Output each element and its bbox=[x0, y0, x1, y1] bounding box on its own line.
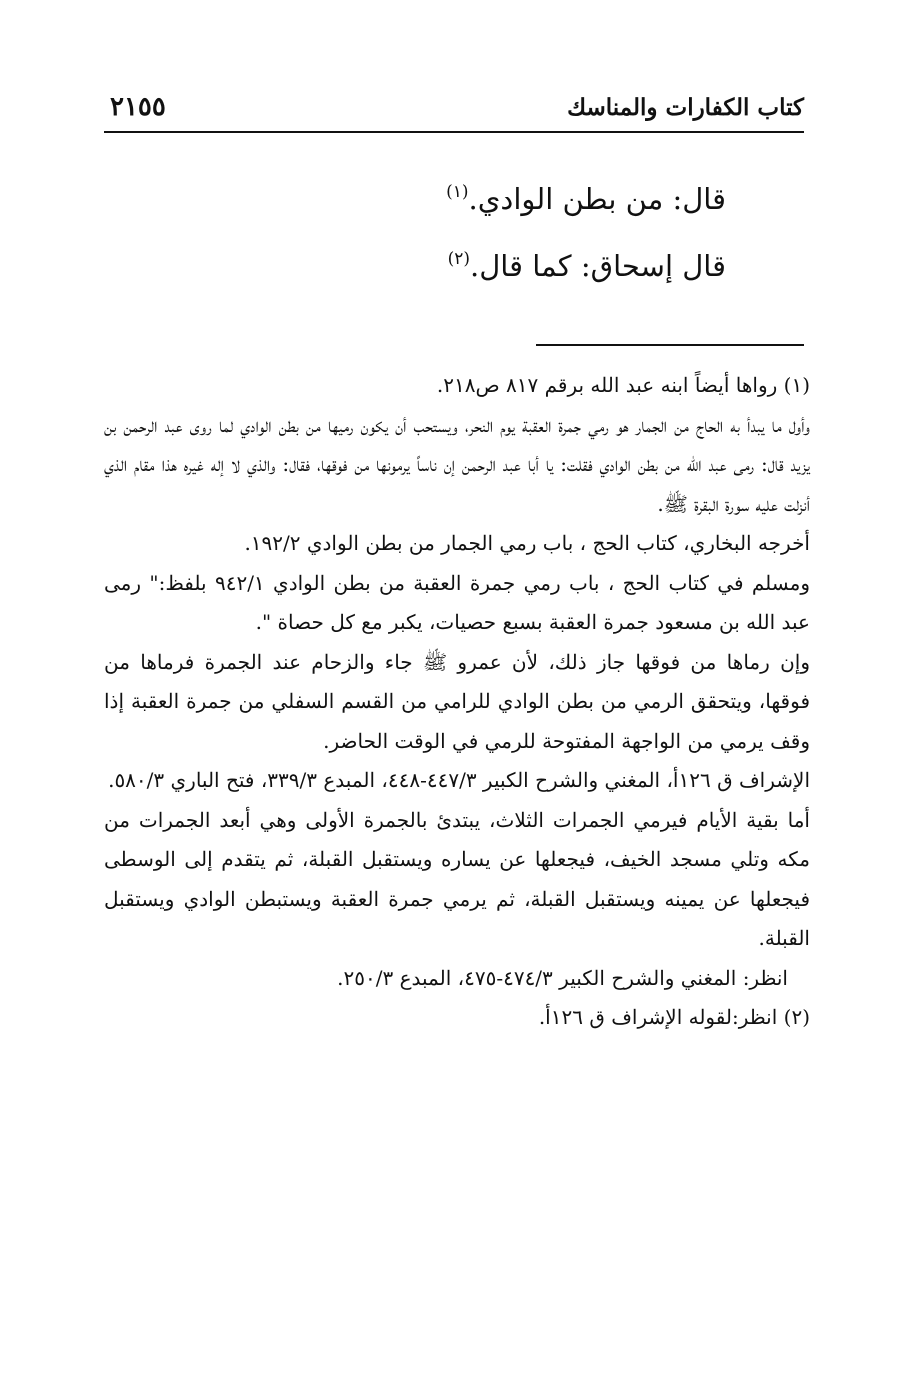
footnote-2: (٢) انظر:لقوله الإشراف ق ١٢٦أ. bbox=[538, 1005, 810, 1029]
footnote-1-paragraph-4: وإن رماها من فوقها جاز ذلك، لأن عمرو ﷺ جاء والزحام عند الجمرة فرماها من فوقها، ويتحقق الرمي من بطن الوادي للرامي من القسم السفلي من جمرة العقبة إذا وقف يرمي من الواجهة المفتوحة للرمي في الوقت الحاضر. bbox=[104, 649, 810, 753]
main-line-1-text: قال: من بطن الوادي. bbox=[468, 182, 726, 216]
footnote-separator bbox=[536, 344, 804, 346]
footnote-1-paragraph-3: ومسلم في كتاب الحج ، باب رمي جمرة العقبة من بطن الوادي ٩٤٢/١ بلفظ:" رمى عبد الله بن مسعود جمرة العقبة بسبع حصيات، يكبر مع كل حصاة ". bbox=[104, 570, 810, 634]
footnote-1-paragraph-1: وأول ما يبدأ به الحاج من الجمار هو رمي جمرة العقبة يوم النحر، ويستحب أن يكون رميها من بطن الوادي لما روى عبد الرحمن بن يزيد قال: رمى عبد الله من بطن الوادي فقلت: يا أبا عبد الرحمن إن ناساً يرمونها من فوقها، فقال: والذي لا إله غيره هذا مقام الذي أنزلت عليه سورة البقرة ﷺ. bbox=[104, 412, 810, 516]
footnotes bbox=[104, 366, 810, 1038]
main-line-2 bbox=[206, 229, 726, 296]
footnote-1-intro: (١) رواها أيضاً ابنه عبد الله برقم ٨١٧ ص٢١٨. bbox=[436, 373, 810, 397]
page-header bbox=[104, 92, 804, 128]
footnote-ref-1: (١) bbox=[446, 182, 469, 202]
running-title: كتاب الكفارات والمناسك bbox=[567, 94, 804, 121]
footnote-1-paragraph-6: أما بقية الأيام فيرمي الجمرات الثلاث، يبتدئ بالجمرة الأولى وهي أبعد الجمرات من مكه وتلي مسجد الخيف، فيجعلها عن يساره ويستقبل القبلة، ثم يتقدم إلى الوسطى فيجعلها عن يمينه ويستقبل القبلة، ثم يرمي جمرة العقبة ويستبطن الوادي ويستقبل القبلة. bbox=[104, 807, 811, 950]
page-number: ٢١٥٥ bbox=[110, 92, 166, 122]
header-rule bbox=[104, 131, 804, 133]
footnote-ref-2: (٢) bbox=[447, 249, 470, 269]
footnote-1-paragraph-2: أخرجه البخاري، كتاب الحج ، باب رمي الجمار من بطن الوادي ١٩٢/٢. bbox=[244, 531, 810, 555]
footnote-1-paragraph-5: الإشراف ق ١٢٦أ، المغني والشرح الكبير ٤٤٧/٣-٤٤٨، المبدع ٣٣٩/٣، فتح الباري ٥٨٠/٣. bbox=[108, 768, 810, 792]
main-line-1 bbox=[206, 162, 726, 229]
footnote-1-paragraph-7: انظر: المغني والشرح الكبير ٤٧٤/٣-٤٧٥، المبدع ٢٥٠/٣. bbox=[337, 965, 788, 990]
main-text bbox=[206, 162, 726, 296]
main-line-2-text: قال إسحاق: كما قال. bbox=[469, 249, 726, 283]
